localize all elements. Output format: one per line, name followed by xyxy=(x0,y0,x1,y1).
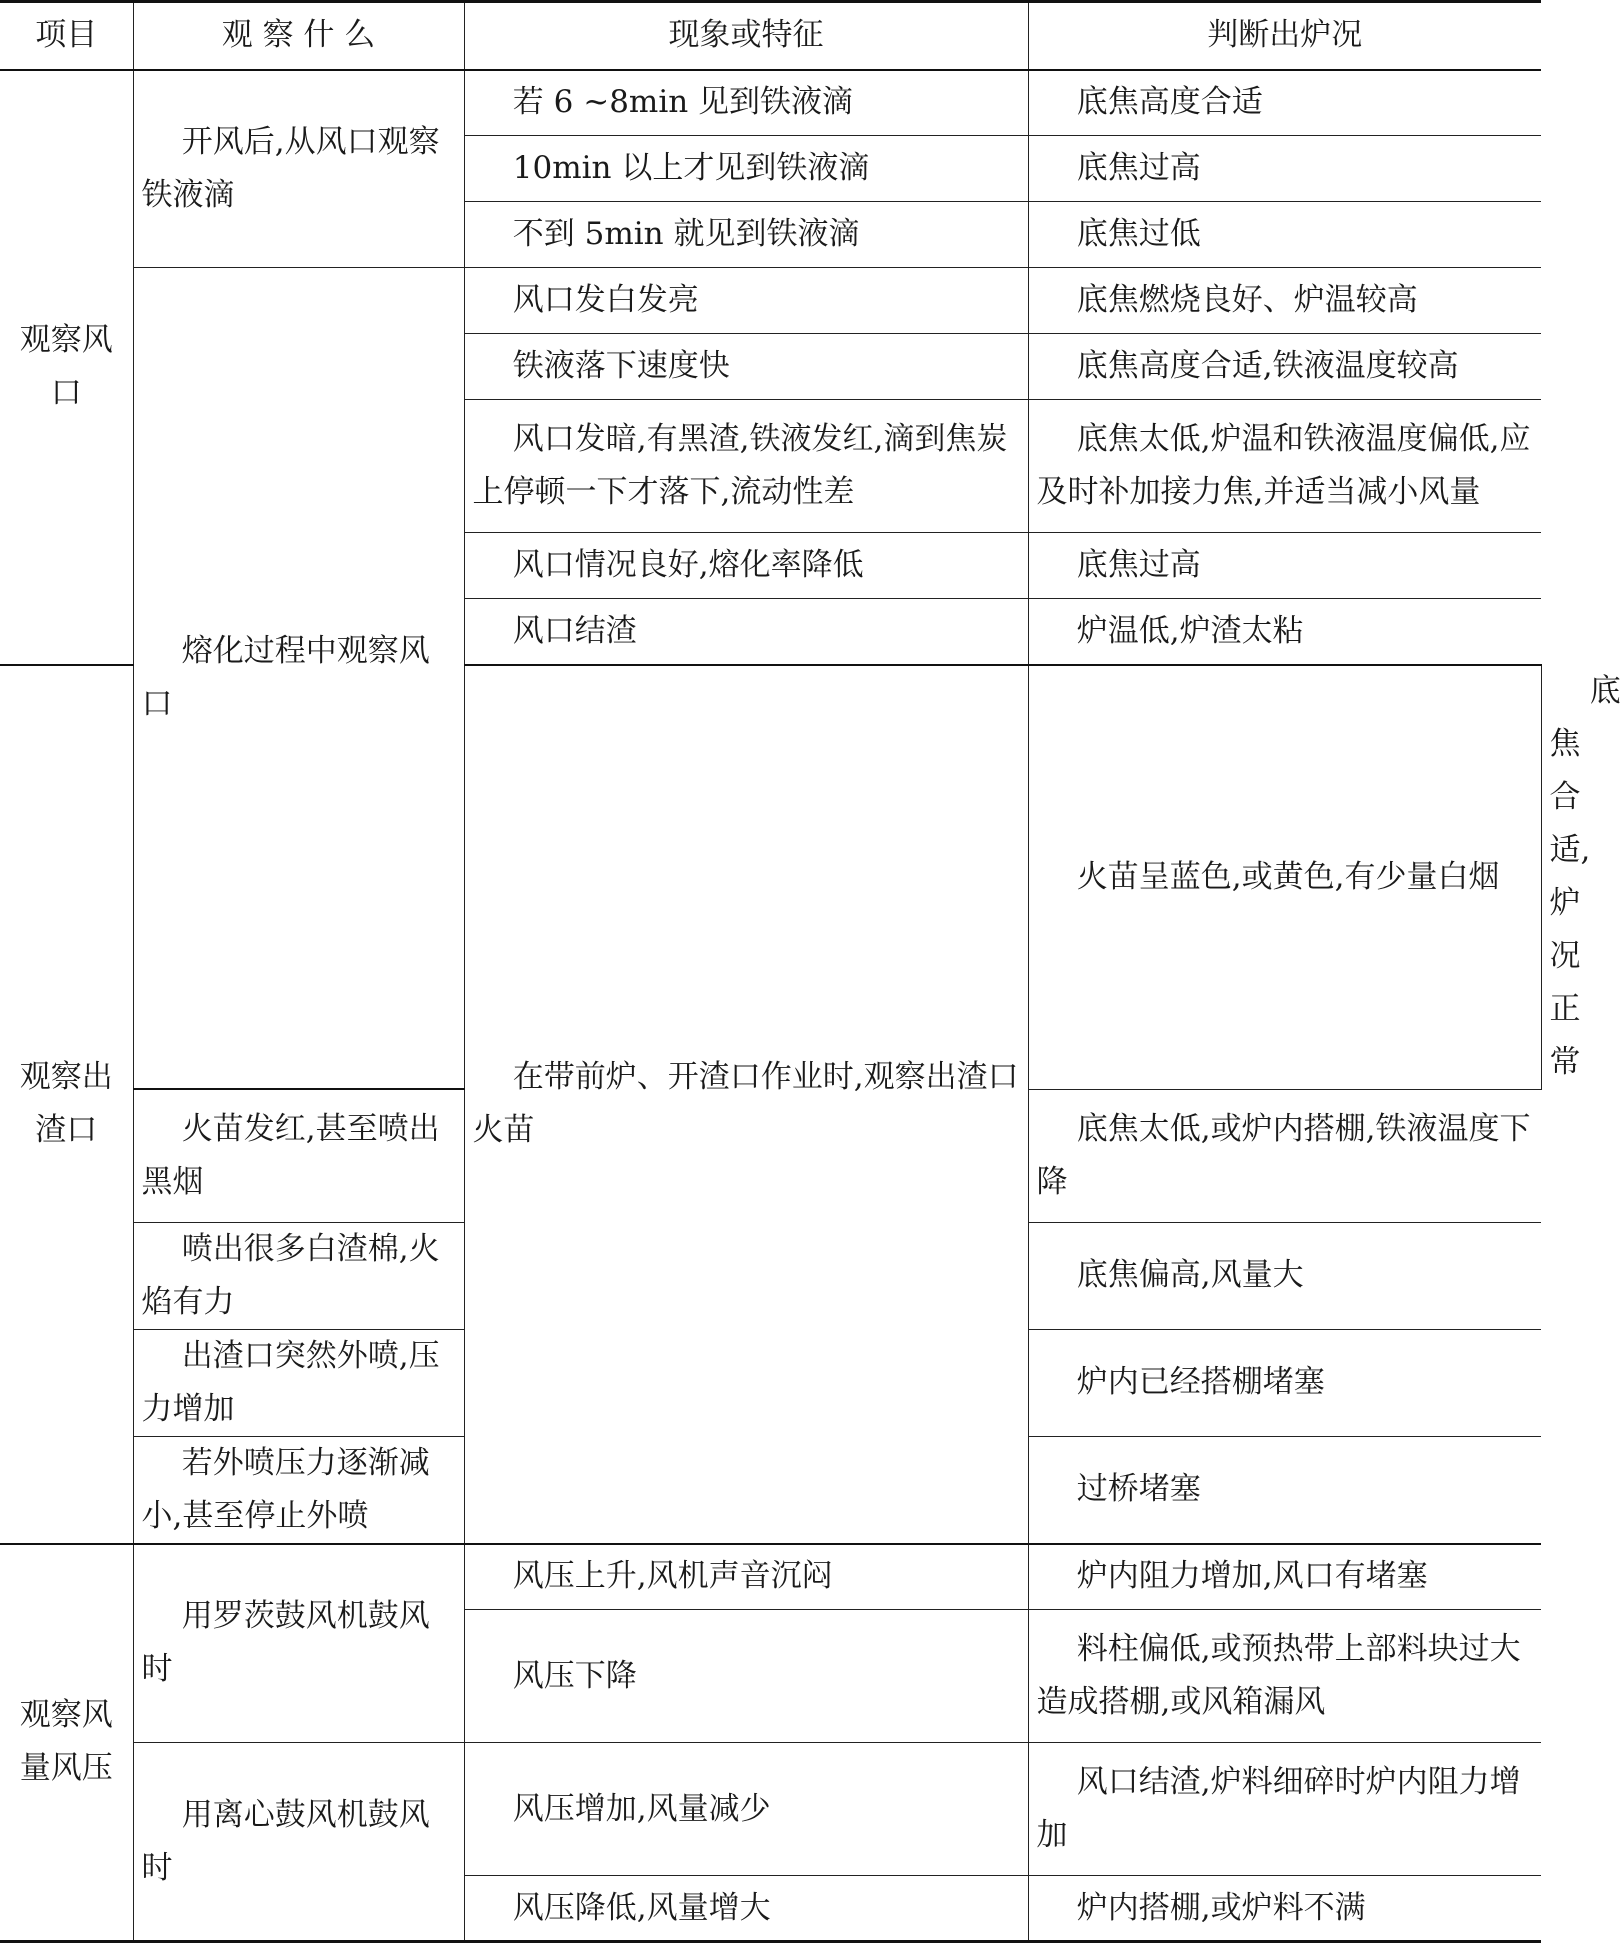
header-phenomenon: 现象或特征 xyxy=(464,2,1028,70)
judgment-cell: 炉内搭棚,或炉料不满 xyxy=(1028,1876,1541,1942)
table-row: 观察出渣口 在带前炉、开渣口作业时,观察出渣口火苗 火苗呈蓝色,或黄色,有少量白烟 底焦合适,炉况正常 xyxy=(0,665,1541,1090)
judgment-cell: 炉内已经搭棚堵塞 xyxy=(1028,1329,1541,1436)
phenomenon-cell: 风口发白发亮 xyxy=(464,268,1028,334)
phenomenon-cell: 风压下降 xyxy=(464,1610,1028,1743)
header-what: 观 察 什 么 xyxy=(133,2,464,70)
table-row xyxy=(0,70,1541,136)
what-cell: 用离心鼓风机鼓风时 xyxy=(133,1743,464,1942)
phenomenon-cell: 风压降低,风量增大 xyxy=(464,1876,1028,1942)
phenomenon-cell: 风口情况良好,熔化率降低 xyxy=(464,533,1028,599)
what-cell: 开风后,从风口观察铁液滴 xyxy=(133,70,464,268)
what-cell: 在带前炉、开渣口作业时,观察出渣口火苗 xyxy=(464,665,1028,1544)
phenomenon-cell: 火苗呈蓝色,或黄色,有少量白烟 xyxy=(1028,665,1541,1090)
judgment-cell: 底焦高度合适,铁液温度较高 xyxy=(1028,334,1541,400)
phenomenon-cell: 不到 5min 就见到铁液滴 xyxy=(464,202,1028,268)
header-row xyxy=(0,2,1541,70)
header-item: 项目 xyxy=(0,2,133,70)
table-row xyxy=(0,1544,1541,1610)
judgment-cell: 炉内阻力增加,风口有堵塞 xyxy=(1028,1544,1541,1610)
judgment-cell: 炉温低,炉渣太粘 xyxy=(1028,599,1541,665)
phenomenon-cell: 若外喷压力逐渐减小,甚至停止外喷 xyxy=(133,1436,464,1544)
phenomenon-cell: 风口结渣 xyxy=(464,599,1028,665)
judgment-cell: 底焦偏高,风量大 xyxy=(1028,1222,1541,1329)
judgment-cell: 底焦高度合适 xyxy=(1028,70,1541,136)
judgment-cell: 底焦过高 xyxy=(1028,533,1541,599)
phenomenon-cell: 风压增加,风量减少 xyxy=(464,1743,1028,1876)
judgment-cell: 底焦太低,炉温和铁液温度偏低,应及时补加接力焦,并适当减小风量 xyxy=(1028,400,1541,533)
phenomenon-cell: 出渣口突然外喷,压力增加 xyxy=(133,1329,464,1436)
phenomenon-cell: 10min 以上才见到铁液滴 xyxy=(464,136,1028,202)
phenomenon-cell: 风口发暗,有黑渣,铁液发红,滴到焦炭上停顿一下才落下,流动性差 xyxy=(464,400,1028,533)
table-row xyxy=(0,1743,1541,1876)
item-cell: 观察出渣口 xyxy=(0,665,133,1544)
judgment-cell: 底焦过高 xyxy=(1028,136,1541,202)
judgment-cell: 底焦太低,或炉内搭棚,铁液温度下降 xyxy=(1028,1089,1541,1222)
what-cell: 用罗茨鼓风机鼓风时 xyxy=(133,1544,464,1743)
item-cell: 观察风量风压 xyxy=(0,1544,133,1942)
judgment-cell: 料柱偏低,或预热带上部料块过大造成搭棚,或风箱漏风 xyxy=(1028,1610,1541,1743)
phenomenon-cell: 风压上升,风机声音沉闷 xyxy=(464,1544,1028,1610)
judgment-cell: 过桥堵塞 xyxy=(1028,1436,1541,1544)
header-judgment: 判断出炉况 xyxy=(1028,2,1541,70)
phenomenon-cell: 喷出很多白渣棉,火焰有力 xyxy=(133,1222,464,1329)
judgment-cell: 底焦过低 xyxy=(1028,202,1541,268)
judgment-cell: 底焦燃烧良好、炉温较高 xyxy=(1028,268,1541,334)
phenomenon-cell: 火苗发红,甚至喷出黑烟 xyxy=(133,1089,464,1222)
what-cell: 熔化过程中观察风口 xyxy=(133,268,464,1090)
phenomenon-cell: 铁液落下速度快 xyxy=(464,334,1028,400)
judgment-cell: 风口结渣,炉料细碎时炉内阻力增加 xyxy=(1028,1743,1541,1876)
table-row xyxy=(0,268,1541,334)
item-cell: 观察风口 xyxy=(0,70,133,665)
phenomenon-cell: 若 6 ~8min 见到铁液滴 xyxy=(464,70,1028,136)
